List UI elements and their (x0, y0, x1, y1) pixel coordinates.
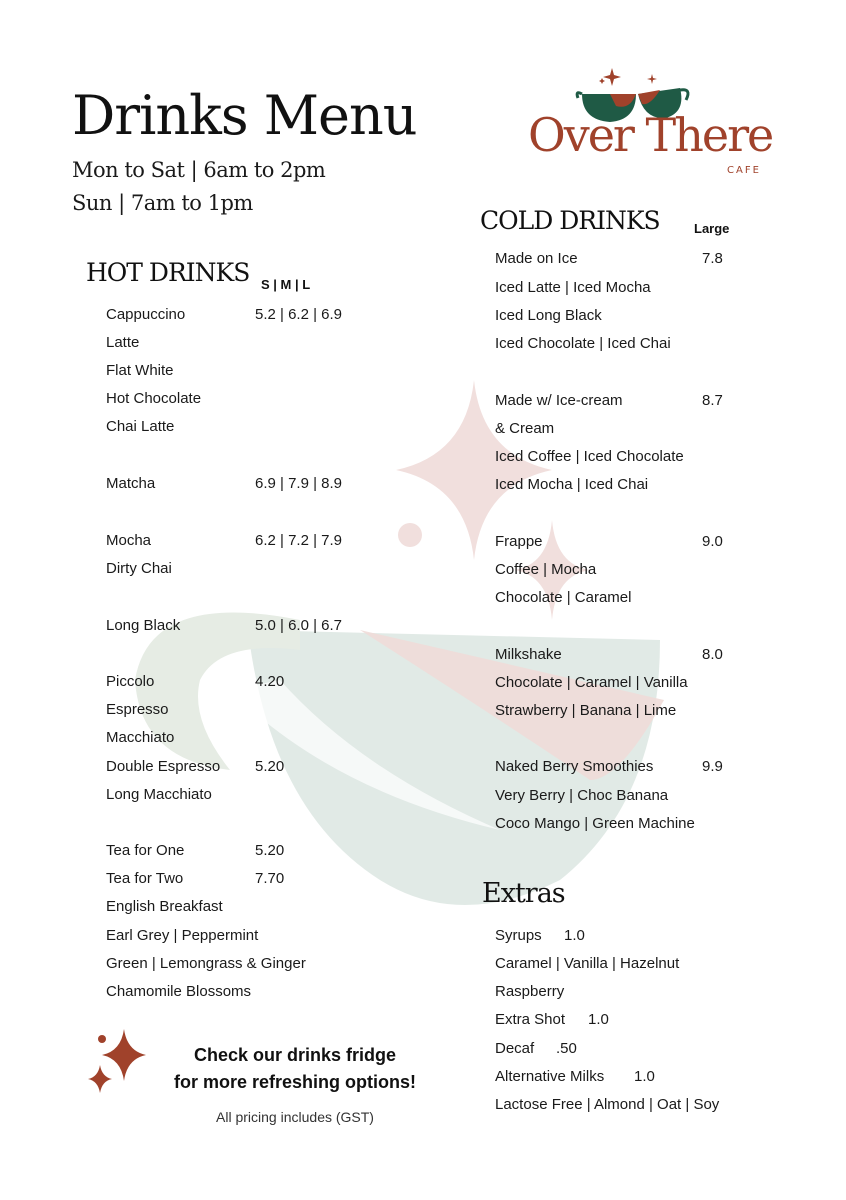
menu-item: Iced Long Black (495, 307, 602, 324)
menu-item: Lactose Free | Almond | Oat | Soy (495, 1096, 720, 1113)
menu-item: Extra Shot (495, 1011, 566, 1028)
cold-drinks-heading: COLD DRINKS (480, 206, 660, 235)
item-price: 8.7 (702, 392, 723, 409)
item-price: .50 (556, 1040, 577, 1057)
gst-note: All pricing includes (GST) (216, 1109, 374, 1125)
menu-item: Raspberry (495, 983, 565, 1000)
item-price: 6.2 | 7.2 | 7.9 (255, 532, 343, 549)
menu-item: Tea for One (106, 842, 185, 859)
menu-item: Decaf (495, 1040, 535, 1057)
menu-item: Earl Grey | Peppermint (106, 927, 259, 944)
item-price: 7.70 (255, 870, 285, 887)
hot-drinks-heading: HOT DRINKS (86, 258, 250, 287)
item-price: 6.9 | 7.9 | 8.9 (255, 475, 343, 492)
menu-item: Iced Coffee | Iced Chocolate (495, 448, 684, 465)
hot-size-header: S | M | L (261, 277, 311, 292)
menu-item: Iced Mocha | Iced Chai (495, 476, 649, 493)
menu-item: Tea for Two (106, 870, 184, 887)
menu-item: Milkshake (495, 646, 562, 663)
item-price: 9.9 (702, 758, 723, 775)
menu-item: Hot Chocolate (106, 390, 202, 407)
menu-item: & Cream (495, 420, 555, 437)
menu-item: Macchiato (106, 729, 175, 746)
fridge-note-line1: Check our drinks fridge (193, 1045, 397, 1065)
menu-item: Espresso (106, 701, 169, 718)
menu-item: Dirty Chai (106, 560, 172, 577)
menu-item: Chocolate | Caramel | Vanilla (495, 674, 688, 691)
menu-item: Frappe (495, 533, 543, 550)
hours-sunday: Sun | 7am to 1pm (72, 191, 253, 215)
menu-item: Very Berry | Choc Banana (495, 787, 669, 804)
menu-item: Chai Latte (106, 418, 175, 435)
item-price: 8.0 (702, 646, 723, 663)
menu-item: Coffee | Mocha (495, 561, 597, 578)
menu-item: Syrups (495, 927, 542, 944)
menu-item: Latte (106, 334, 140, 351)
item-price: 4.20 (255, 673, 285, 690)
menu-item: Iced Chocolate | Iced Chai (495, 335, 671, 352)
menu-item: Iced Latte | Iced Mocha (495, 279, 651, 296)
page-title: Drinks Menu (72, 84, 417, 147)
menu-item: Made on Ice (495, 250, 578, 267)
logo-subtitle: CAFE (727, 165, 761, 176)
item-price: 7.8 (702, 250, 723, 267)
menu-item: Matcha (106, 475, 156, 492)
menu-item: Flat White (106, 362, 174, 379)
menu-item: Long Black (106, 617, 181, 634)
item-price: 1.0 (564, 927, 585, 944)
menu-item: Strawberry | Banana | Lime (495, 702, 677, 719)
hours-weekday: Mon to Sat | 6am to 2pm (72, 158, 326, 182)
menu-item: Caramel | Vanilla | Hazelnut (495, 955, 680, 972)
menu-item: Naked Berry Smoothies (495, 758, 654, 775)
menu-item: Piccolo (106, 673, 155, 690)
item-price: 5.20 (255, 842, 285, 859)
item-price: 9.0 (702, 533, 723, 550)
menu-item: Chamomile Blossoms (106, 983, 252, 1000)
menu-item: Made w/ Ice-cream (495, 392, 623, 409)
sparkle-icon (80, 1025, 160, 1105)
item-price: 5.2 | 6.2 | 6.9 (255, 306, 343, 323)
fridge-note-line2: for more refreshing options! (173, 1072, 416, 1092)
cold-size-header: Large (694, 221, 730, 236)
menu-item: Coco Mango | Green Machine (495, 815, 695, 832)
menu-item: Double Espresso (106, 758, 221, 775)
item-price: 5.20 (255, 758, 285, 775)
item-price: 5.0 | 6.0 | 6.7 (255, 617, 343, 634)
menu-item: Mocha (106, 532, 152, 549)
logo-wordmark: Over There (528, 108, 773, 162)
item-price: 1.0 (588, 1011, 609, 1028)
extras-heading: Extras (482, 878, 565, 909)
item-price: 1.0 (634, 1068, 655, 1085)
menu-item: English Breakfast (106, 898, 223, 915)
menu-item: Long Macchiato (106, 786, 212, 803)
menu-item: Cappuccino (106, 306, 186, 323)
menu-item: Green | Lemongrass & Ginger (106, 955, 306, 972)
menu-item: Chocolate | Caramel (495, 589, 632, 606)
menu-item: Alternative Milks (495, 1068, 605, 1085)
